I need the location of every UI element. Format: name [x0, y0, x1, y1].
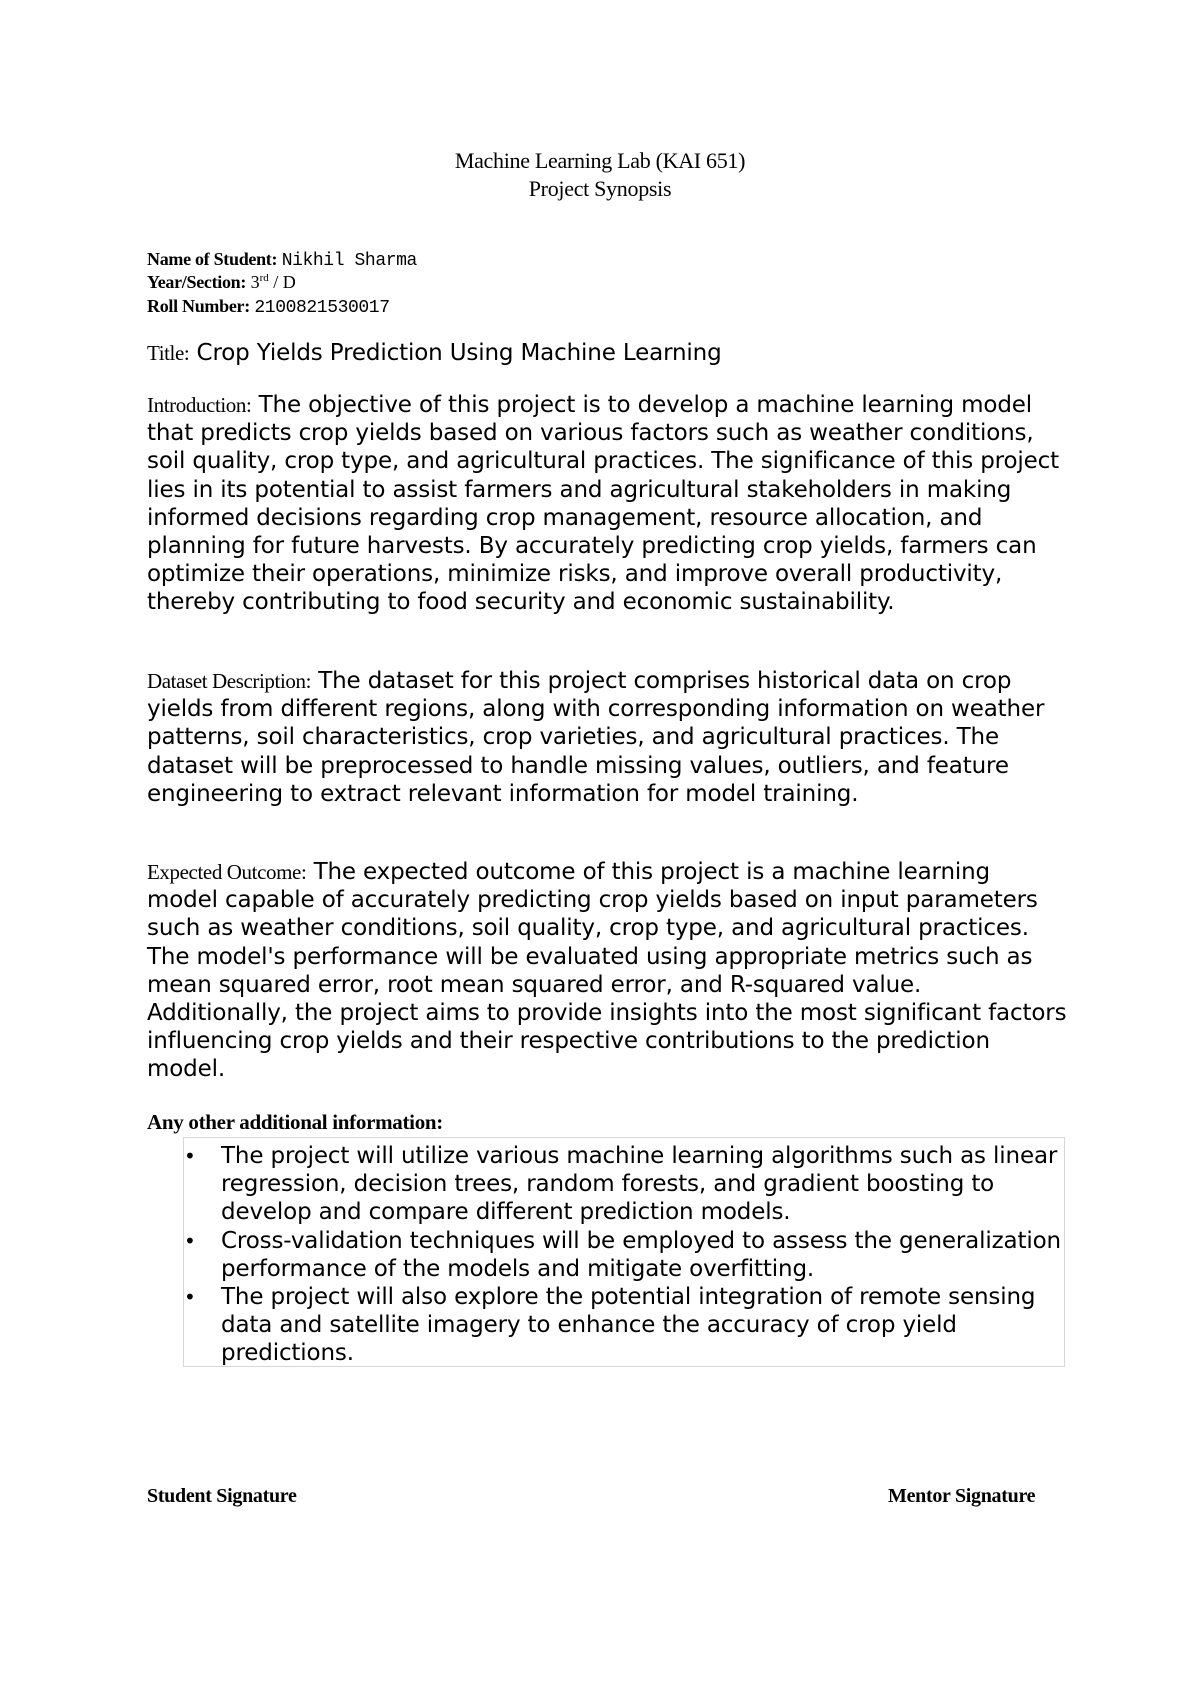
student-signature-label: Student Signature	[147, 1485, 297, 1507]
list-item	[184, 1142, 1064, 1227]
student-name-value: Nikhil Sharma	[281, 251, 417, 271]
dataset-description-label: Dataset Description:	[147, 669, 312, 693]
bullet-icon: •	[184, 1228, 196, 1253]
bullet-icon: •	[184, 1144, 196, 1168]
student-name-label: Name of Student:	[147, 249, 278, 269]
year-ordinal-suffix: rd	[259, 272, 269, 284]
expected-outcome-label: Expected Outcome:	[147, 860, 307, 884]
dataset-description-text: The dataset for this project comprises historical data on crop yields from different regions, along with corresponding information on weather patterns, soil characteristics, crop varieties, and agricultural practices. The dataset will be preprocessed to handle missing values, outliers, and feature engineering to extract relevant information for model training.	[147, 668, 1045, 807]
bullet-icon: •	[184, 1285, 196, 1310]
student-name-row	[147, 248, 417, 273]
document-type-title: Project Synopsis	[528, 176, 672, 201]
list-item-text: The project will also explore the potential integration of remote sensing data and satellite imagery to enhance the accuracy of crop yield predictions.	[221, 1284, 1036, 1367]
roll-number-label: Roll Number:	[147, 296, 250, 316]
year-section-label: Year/Section:	[147, 272, 247, 292]
introduction-section	[147, 391, 1067, 617]
expected-outcome-text: The expected outcome of this project is a machine learning model capable of accurately predicting crop yields based on input parameters such as weather conditions, soil quality, crop type, and agricultural practices. The model's performance will be evaluated using appropriate metrics such as mean squared error, root mean squared error, and R-squared value. Additionally, the project aims to provide insights into the most significant factors influencing crop yields and their respective contributions to the prediction model.	[147, 859, 1067, 1083]
project-title-section	[147, 339, 1067, 367]
additional-info-box	[183, 1137, 1065, 1367]
year-section-row	[147, 271, 296, 294]
project-title-value: Crop Yields Prediction Using Machine Learning	[196, 340, 722, 366]
roll-number-value: 2100821530017	[254, 298, 390, 318]
expected-outcome-section	[147, 858, 1067, 1084]
dataset-description-section	[147, 667, 1067, 808]
project-title-label: Title:	[147, 341, 190, 365]
roll-number-row	[147, 295, 390, 320]
course-title: Machine Learning Lab (KAI 651)	[454, 148, 746, 173]
list-item-text: The project will utilize various machine learning algorithms such as linear regression, decision trees, random forests, and gradient boosting to develop and compare different prediction models.	[221, 1143, 1058, 1226]
section-value: / D	[273, 272, 296, 292]
mentor-signature-label: Mentor Signature	[888, 1485, 1036, 1507]
year-number: 3	[250, 272, 260, 292]
additional-info-list	[184, 1142, 1064, 1368]
introduction-text: The objective of this project is to develop a machine learning model that predicts crop yields based on various factors such as weather conditions, soil quality, crop type, and agricultural practices. The significance of this project lies in its potential to assist farmers and agricultural stakeholders in making informed decisions regarding crop management, resource allocation, and planning for future harvests. By accurately predicting crop yields, farmers can optimize their operations, minimize risks, and improve overall productivity, thereby contributing to food security and economic sustainability.	[147, 392, 1059, 616]
introduction-label: Introduction:	[147, 393, 252, 417]
list-item	[184, 1227, 1064, 1283]
list-item-text: Cross-validation techniques will be employed to assess the generalization performance of the models and mitigate overfitting.	[221, 1227, 1061, 1282]
additional-info-label: Any other additional information:	[147, 1110, 443, 1134]
list-item	[184, 1283, 1064, 1368]
